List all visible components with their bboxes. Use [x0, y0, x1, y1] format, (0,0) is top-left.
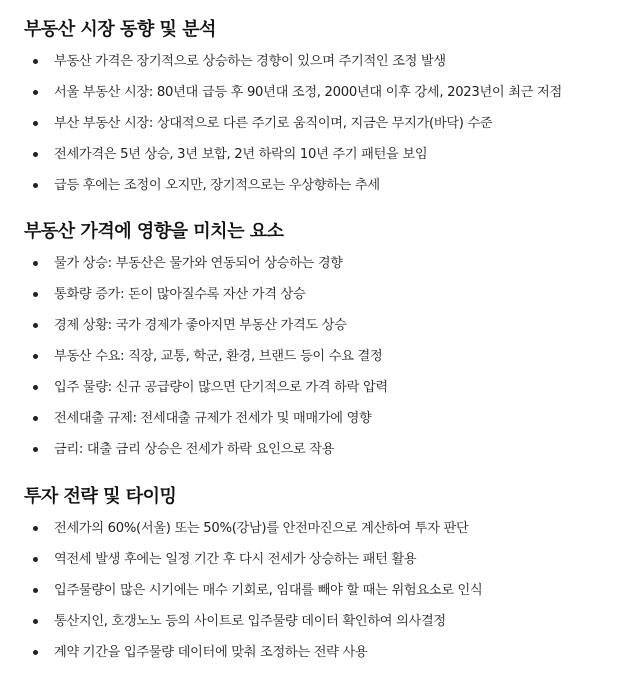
list-item	[0, 434, 388, 465]
list-item-text: 금리: 대출 금리 상승은 전세가 하락 요인으로 작용	[54, 442, 335, 457]
list-item-text: 전세가의 60%(서울) 또는 50%(강남)를 안전마진으로 계산하여 투자 판단	[54, 521, 469, 536]
bullet-icon	[33, 447, 38, 452]
list-item-text: 물가 상승: 부동산은 물가와 연동되어 상승하는 경향	[54, 256, 343, 271]
list-item	[0, 46, 562, 77]
bullet-list	[0, 248, 388, 465]
bullet-icon	[33, 416, 38, 421]
list-item	[0, 310, 388, 341]
bullet-icon	[33, 292, 38, 297]
bullet-icon	[33, 557, 38, 562]
list-item-text: 입주 물량: 신규 공급량이 많으면 단기적으로 가격 하락 압력	[54, 380, 388, 395]
bullet-list	[0, 46, 562, 201]
list-item-text: 부동산 가격은 장기적으로 상승하는 경향이 있으며 주기적인 조정 발생	[54, 54, 446, 69]
bullet-icon	[33, 588, 38, 593]
bullet-icon	[33, 261, 38, 266]
list-item-text: 서울 부동산 시장: 80년대 급등 후 90년대 조정, 2000년대 이후 강세, 2023년이 최근 저점	[54, 85, 562, 100]
bullet-icon	[33, 183, 38, 188]
section-heading: 부동산 시장 동향 및 분석	[24, 19, 216, 40]
list-item-text: 계약 기간을 입주물량 데이터에 맞춰 조정하는 전략 사용	[54, 645, 368, 660]
bullet-icon	[33, 619, 38, 624]
list-item	[0, 77, 562, 108]
bullet-list	[0, 513, 482, 668]
bullet-icon	[33, 121, 38, 126]
list-item-text: 전세대출 규제: 전세대출 규제가 전세가 및 매매가에 영향	[54, 411, 372, 426]
list-item-text: 부산 부동산 시장: 상대적으로 다른 주기로 움직이며, 지금은 무지가(바닥) 수준	[54, 116, 493, 131]
list-item	[0, 606, 482, 637]
bullet-icon	[33, 526, 38, 531]
list-item	[0, 108, 562, 139]
list-item	[0, 372, 388, 403]
bullet-icon	[33, 650, 38, 655]
list-item-text: 부동산 수요: 직장, 교통, 학군, 환경, 브랜드 등이 수요 결정	[54, 349, 383, 364]
list-item	[0, 170, 562, 201]
list-item	[0, 248, 388, 279]
list-item-text: 전세가격은 5년 상승, 3년 보합, 2년 하락의 10년 주기 패턴을 보임	[54, 147, 428, 162]
section-investment-strategy	[0, 483, 482, 668]
list-item-text: 경제 상황: 국가 경제가 좋아지면 부동산 가격도 상승	[54, 318, 347, 333]
list-item-text: 역전세 발생 후에는 일정 기간 후 다시 전세가 상승하는 패턴 활용	[54, 552, 417, 567]
list-item	[0, 637, 482, 668]
bullet-icon	[33, 385, 38, 390]
list-item	[0, 279, 388, 310]
section-heading: 투자 전략 및 타이밍	[24, 486, 177, 507]
bullet-icon	[33, 152, 38, 157]
list-item	[0, 513, 482, 544]
bullet-icon	[33, 59, 38, 64]
list-item	[0, 544, 482, 575]
list-item	[0, 575, 482, 606]
bullet-icon	[33, 90, 38, 95]
bullet-icon	[33, 323, 38, 328]
list-item	[0, 341, 388, 372]
list-item-text: 입주물량이 많은 시기에는 매수 기회로, 임대를 빼야 할 때는 위험요소로 인식	[54, 583, 483, 598]
list-item-text: 통화량 증가: 돈이 많아질수록 자산 가격 상승	[54, 287, 306, 302]
section-heading: 부동산 가격에 영향을 미치는 요소	[24, 221, 284, 242]
section-price-factors	[0, 218, 388, 465]
list-item	[0, 403, 388, 434]
list-item	[0, 139, 562, 170]
list-item-text: 통산지인, 호갱노노 등의 사이트로 입주물량 데이터 확인하여 의사결정	[54, 614, 446, 629]
bullet-icon	[33, 354, 38, 359]
section-market-trends	[0, 16, 562, 201]
list-item-text: 급등 후에는 조정이 오지만, 장기적으로는 우상향하는 추세	[54, 178, 380, 193]
